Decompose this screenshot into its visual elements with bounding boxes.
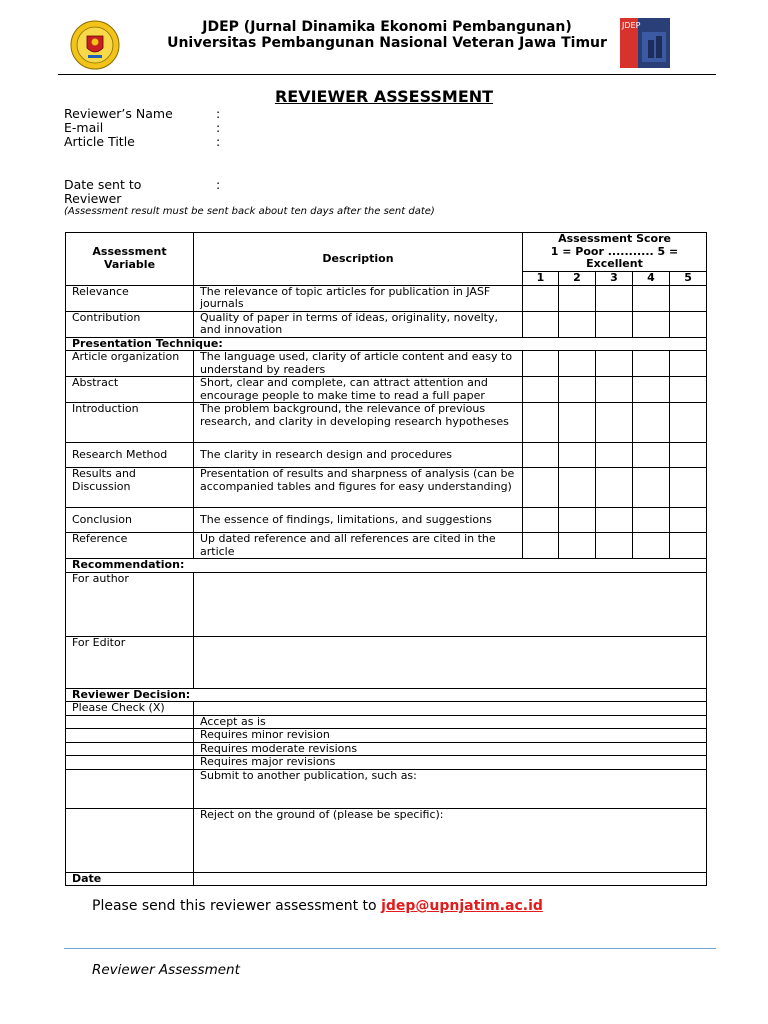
cover-label: JDEP [622, 21, 641, 30]
table-row [66, 533, 707, 559]
score-1: 1 [523, 272, 559, 286]
table-row [66, 742, 707, 756]
table-header-row [66, 233, 707, 272]
score-cell[interactable] [596, 468, 633, 508]
score-cell[interactable] [670, 508, 707, 533]
option-moderate-revisions: Requires moderate revisions [194, 742, 707, 756]
score-cell[interactable] [670, 311, 707, 337]
check-box-submit-other[interactable] [66, 769, 194, 808]
score-cell[interactable] [559, 285, 596, 311]
letterhead [58, 14, 716, 75]
section-recommendation: Recommendation: [66, 559, 707, 573]
check-box-accept[interactable] [66, 715, 194, 729]
description-contribution: Quality of paper in terms of ideas, originality, novelty, and innovation [194, 311, 523, 337]
score-cell[interactable] [559, 468, 596, 508]
score-cell[interactable] [596, 443, 633, 468]
variable-relevance: Relevance [66, 285, 194, 311]
table-row [66, 572, 707, 636]
score-cell[interactable] [670, 377, 707, 403]
meta-date-sent [64, 178, 220, 206]
variable-conclusion: Conclusion [66, 508, 194, 533]
score-cell[interactable] [559, 311, 596, 337]
score-cell[interactable] [670, 468, 707, 508]
score-cell[interactable] [633, 351, 670, 377]
for-author-label: For author [66, 572, 194, 636]
score-title: Assessment Score [558, 232, 671, 246]
header-assessment-score [523, 233, 707, 272]
table-row [66, 808, 707, 872]
section-row [66, 559, 707, 573]
table-row [66, 508, 707, 533]
variable-abstract: Abstract [66, 377, 194, 403]
description-abstract: Short, clear and complete, can attract attention and encourage people to make time to read a full paper [194, 377, 523, 403]
description-relevance: The relevance of topic articles for publication in JASF journals [194, 285, 523, 311]
date-label: Date [66, 872, 194, 886]
email-link[interactable]: jdep@upnjatim.ac.id [381, 898, 543, 914]
score-cell[interactable] [596, 403, 633, 443]
section-reviewer-decision: Reviewer Decision: [66, 688, 707, 702]
score-cell[interactable] [559, 403, 596, 443]
variable-contribution: Contribution [66, 311, 194, 337]
description-reference: Up dated reference and all references are cited in the article [194, 533, 523, 559]
variable-article-organization: Article organization [66, 351, 194, 377]
score-cell[interactable] [633, 311, 670, 337]
score-cell[interactable] [523, 443, 559, 468]
page-title: REVIEWER ASSESSMENT [274, 87, 494, 106]
table-row [66, 443, 707, 468]
meta-article-title [64, 135, 220, 149]
table-row [66, 351, 707, 377]
score-cell[interactable] [670, 533, 707, 559]
send-text: Please send this reviewer assessment to [92, 898, 382, 914]
for-author-field[interactable] [194, 572, 707, 636]
journal-name: JDEP (Jurnal Dinamika Ekonomi Pembangunan) [202, 19, 572, 35]
score-cell[interactable] [670, 285, 707, 311]
option-minor-revision: Requires minor revision [194, 729, 707, 743]
score-cell[interactable] [633, 285, 670, 311]
header-assessment-variable: Assessment Variable [66, 233, 194, 286]
for-editor-label: For Editor [66, 636, 194, 688]
score-cell[interactable] [633, 508, 670, 533]
score-cell[interactable] [523, 533, 559, 559]
table-row [66, 636, 707, 688]
reviewer-name-label: Reviewer’s Name [64, 106, 173, 121]
article-title-label: Article Title [64, 134, 135, 149]
table-row [66, 285, 707, 311]
description-conclusion: The essence of findings, limitations, and suggestions [194, 508, 523, 533]
footer-divider [64, 948, 716, 949]
colon: : [216, 177, 221, 192]
date-sent-label: Date sent to Reviewer [64, 177, 142, 206]
colon: : [216, 134, 221, 149]
header-description: Description [194, 233, 523, 286]
score-cell[interactable] [559, 533, 596, 559]
variable-introduction: Introduction [66, 403, 194, 443]
score-cell[interactable] [596, 533, 633, 559]
table-row [66, 468, 707, 508]
section-presentation-technique: Presentation Technique: [66, 337, 707, 351]
for-editor-field[interactable] [194, 636, 707, 688]
score-cell[interactable] [559, 508, 596, 533]
score-cell[interactable] [523, 351, 559, 377]
score-cell[interactable] [523, 403, 559, 443]
score-cell[interactable] [559, 351, 596, 377]
score-5: 5 [670, 272, 707, 286]
option-major-revisions: Requires major revisions [194, 756, 707, 770]
score-cell[interactable] [596, 377, 633, 403]
table-row [66, 729, 707, 743]
table-row [66, 403, 707, 443]
variable-research-method: Research Method [66, 443, 194, 468]
description-introduction: The problem background, the relevance of previous research, and clarity in developing research hypotheses [194, 403, 523, 443]
please-check-blank [194, 702, 707, 716]
score-cell[interactable] [633, 377, 670, 403]
send-instruction [92, 898, 543, 914]
check-box-reject[interactable] [66, 808, 194, 872]
table-row [66, 377, 707, 403]
letterhead-text [58, 19, 716, 51]
assessment-form-table [65, 232, 707, 886]
description-research-method: The clarity in research design and procedures [194, 443, 523, 468]
footer-document-title: Reviewer Assessment [92, 962, 240, 978]
score-cell[interactable] [523, 508, 559, 533]
score-cell[interactable] [559, 443, 596, 468]
score-cell[interactable] [670, 443, 707, 468]
description-article-organization: The language used, clarity of article content and easy to understand by readers [194, 351, 523, 377]
section-row [66, 688, 707, 702]
score-cell[interactable] [596, 351, 633, 377]
score-scale: 1 = Poor ........... 5 = Excellent [550, 244, 679, 271]
score-cell[interactable] [633, 468, 670, 508]
check-box-moderate[interactable] [66, 742, 194, 756]
table-row [66, 769, 707, 808]
check-box-major[interactable] [66, 756, 194, 770]
score-4: 4 [633, 272, 670, 286]
option-submit-another: Submit to another publication, such as: [194, 769, 707, 808]
score-cell[interactable] [523, 468, 559, 508]
variable-reference: Reference [66, 533, 194, 559]
meta-email [64, 121, 220, 135]
score-cell[interactable] [596, 311, 633, 337]
table-row [66, 311, 707, 337]
score-2: 2 [559, 272, 596, 286]
email-label: E-mail [64, 120, 104, 135]
journal-cover-thumbnail [620, 18, 670, 68]
colon: : [216, 106, 221, 121]
score-cell[interactable] [633, 533, 670, 559]
score-cell[interactable] [670, 351, 707, 377]
score-cell[interactable] [523, 311, 559, 337]
score-cell[interactable] [633, 443, 670, 468]
check-box-minor[interactable] [66, 729, 194, 743]
option-reject: Reject on the ground of (please be specific): [194, 808, 707, 872]
score-cell[interactable] [670, 403, 707, 443]
table-row [66, 715, 707, 729]
please-check-label: Please Check (X) [66, 702, 194, 716]
description-results-discussion: Presentation of results and sharpness of analysis (can be accompanied tables and figures for easy understanding) [194, 468, 523, 508]
colon: : [216, 120, 221, 135]
score-3: 3 [596, 272, 633, 286]
table-row [66, 872, 707, 886]
score-cell[interactable] [596, 508, 633, 533]
date-field[interactable] [194, 872, 707, 886]
option-accept: Accept as is [194, 715, 707, 729]
table-row [66, 756, 707, 770]
section-row [66, 337, 707, 351]
return-note: (Assessment result must be sent back about ten days after the sent date) [64, 206, 435, 217]
table-row [66, 702, 707, 716]
score-cell[interactable] [596, 285, 633, 311]
score-cell[interactable] [523, 377, 559, 403]
score-cell[interactable] [523, 285, 559, 311]
score-cell[interactable] [633, 403, 670, 443]
variable-results-discussion: Results and Discussion [66, 468, 194, 508]
meta-reviewer-name [64, 107, 220, 121]
score-cell[interactable] [559, 377, 596, 403]
university-name: Universitas Pembangunan Nasional Veteran Jawa Timur [167, 35, 607, 51]
